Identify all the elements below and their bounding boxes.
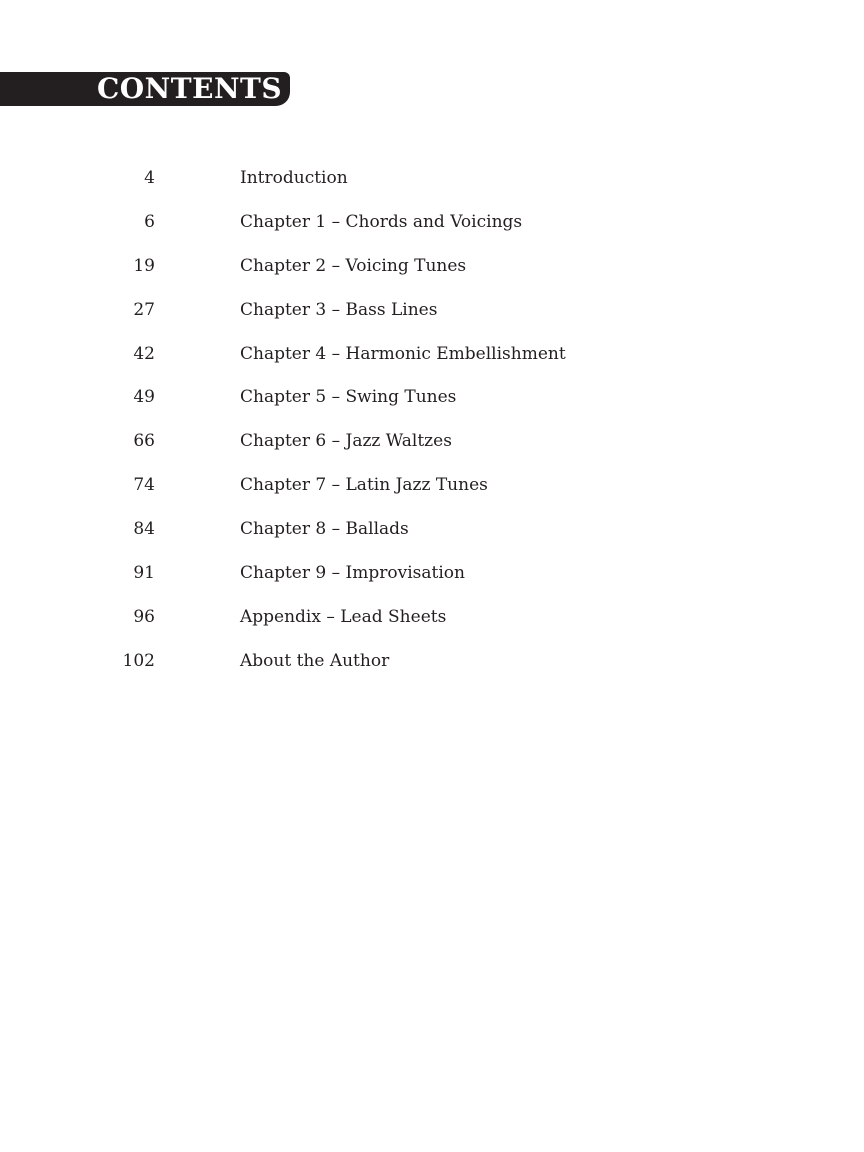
toc-entry-title: Chapter 5 – Swing Tunes: [240, 387, 457, 408]
toc-entry-title: Chapter 2 – Voicing Tunes: [240, 255, 467, 276]
toc-page-number: 42: [133, 343, 155, 364]
toc-entry-chapter-6[interactable]: [0, 421, 864, 465]
toc-entry-chapter-8[interactable]: [0, 509, 864, 553]
toc-page-number: 96: [133, 606, 155, 627]
toc-page-number: 49: [133, 387, 155, 408]
toc-entry-title: Introduction: [240, 168, 348, 188]
toc-entry-title: Chapter 8 – Ballads: [240, 519, 409, 540]
page-title: CONTENTS: [97, 72, 283, 105]
toc-entry-chapter-4[interactable]: [0, 334, 864, 378]
toc-page-number: 19: [133, 255, 155, 276]
toc-entry-title: Chapter 6 – Jazz Waltzes: [240, 431, 452, 452]
toc-entry-chapter-7[interactable]: [0, 465, 864, 509]
toc-page-number: 102: [122, 650, 155, 671]
toc-page-number: 4: [144, 168, 155, 188]
toc-page-number: 27: [133, 299, 155, 320]
table-of-contents: [0, 158, 864, 685]
toc-entry-chapter-5[interactable]: [0, 377, 864, 421]
toc-page-number: 6: [144, 211, 155, 232]
toc-entry-chapter-1[interactable]: [0, 202, 864, 246]
toc-page-number: 84: [133, 519, 155, 540]
toc-entry-appendix[interactable]: [0, 597, 864, 641]
toc-entry-chapter-2[interactable]: [0, 246, 864, 290]
toc-entry-chapter-3[interactable]: [0, 290, 864, 334]
toc-entry-title: Chapter 4 – Harmonic Embellishment: [240, 343, 566, 364]
toc-entry-about-author[interactable]: [0, 641, 864, 685]
toc-entry-title: Chapter 1 – Chords and Voicings: [240, 211, 523, 232]
toc-entry-chapter-9[interactable]: [0, 553, 864, 597]
toc-entry-title: About the Author: [240, 650, 390, 671]
toc-page-number: 66: [133, 431, 155, 452]
toc-entry-title: Appendix – Lead Sheets: [240, 606, 447, 627]
toc-page-number: 91: [133, 563, 155, 584]
toc-entry-title: Chapter 9 – Improvisation: [240, 563, 465, 584]
toc-page-number: 74: [133, 475, 155, 496]
toc-entry-title: Chapter 3 – Bass Lines: [240, 299, 438, 320]
toc-entry-introduction[interactable]: [0, 158, 864, 202]
toc-entry-title: Chapter 7 – Latin Jazz Tunes: [240, 475, 488, 496]
